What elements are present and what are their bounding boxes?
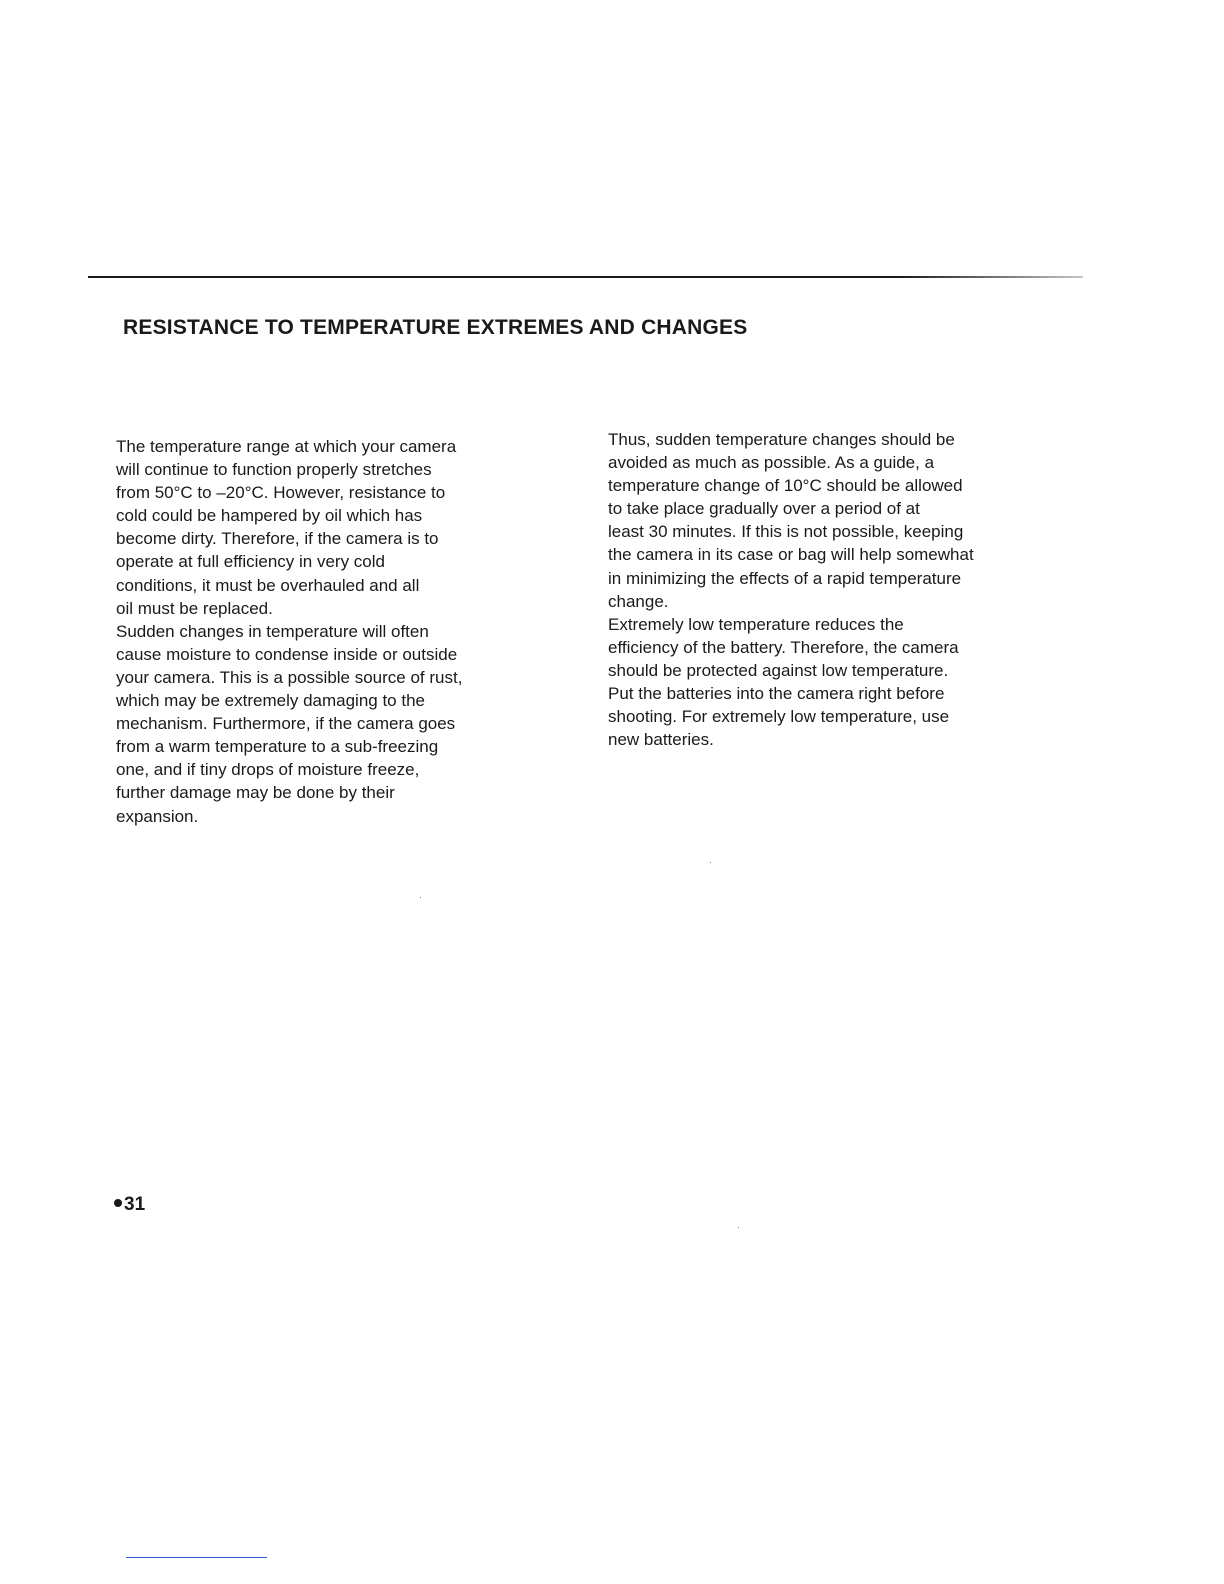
text-line: Put the batteries into the camera right before (608, 684, 945, 704)
scan-speck (710, 862, 711, 863)
text-line: your camera. This is a possible source of rust, (116, 667, 463, 687)
bottom-margin-rule (126, 1557, 267, 1558)
paragraph-condensation (116, 620, 576, 828)
text-line: become dirty. Therefore, if the camera is to (116, 529, 439, 549)
paragraph-gradual-change (608, 428, 1068, 613)
text-line: Sudden changes in temperature will often (116, 621, 429, 641)
text-line: new batteries. (608, 730, 714, 750)
right-text-column (608, 428, 1068, 751)
text-line: The temperature range at which your camera (116, 437, 457, 456)
text-line: in minimizing the effects of a rapid temperature (608, 568, 962, 588)
top-divider-fade (900, 276, 1083, 278)
bullet-dot-icon (114, 1199, 122, 1207)
text-line: to take place gradually over a period of at (608, 499, 920, 519)
text-line: cause moisture to condense inside or outside (116, 644, 458, 664)
page-number-value: 31 (124, 1194, 146, 1215)
text-line: expansion. (116, 806, 199, 826)
text-line: cold could be hampered by oil which has (116, 506, 423, 526)
text-line: avoided as much as possible. As a guide, a (608, 453, 935, 473)
text-line: further damage may be done by their (116, 783, 395, 803)
text-line: from a warm temperature to a sub-freezing (116, 737, 439, 757)
text-line: operate at full efficiency in very cold (116, 552, 385, 572)
text-line: mechanism. Furthermore, if the camera goes (116, 714, 456, 734)
text-line: efficiency of the battery. Therefore, the camera (608, 637, 959, 657)
text-line: conditions, it must be overhauled and all (116, 575, 420, 595)
paragraph-battery (608, 613, 1068, 752)
scan-speck (738, 1227, 739, 1228)
text-line: will continue to function properly stretches (116, 460, 432, 480)
text-line: Thus, sudden temperature changes should be (608, 430, 955, 449)
text-line: oil must be replaced. (116, 598, 273, 618)
paragraph-operating-range (116, 435, 576, 620)
text-line: which may be extremely damaging to the (116, 691, 425, 711)
text-line: the camera in its case or bag will help somewhat (608, 545, 974, 565)
left-text-column (116, 435, 576, 828)
text-line: Extremely low temperature reduces the (608, 614, 904, 634)
text-line: one, and if tiny drops of moisture freeze, (116, 760, 420, 780)
section-heading: RESISTANCE TO TEMPERATURE EXTREMES AND CHANGES (123, 316, 748, 339)
text-line: should be protected against low temperature. (608, 660, 949, 680)
scan-speck (420, 897, 421, 898)
text-line: least 30 minutes. If this is not possible, keeping (608, 522, 964, 542)
text-line: shooting. For extremely low temperature, use (608, 707, 950, 727)
text-line: change. (608, 591, 669, 611)
page-number (114, 1194, 145, 1216)
text-line: from 50°C to –20°C. However, resistance to (116, 483, 446, 503)
text-line: temperature change of 10°C should be allowed (608, 476, 963, 496)
